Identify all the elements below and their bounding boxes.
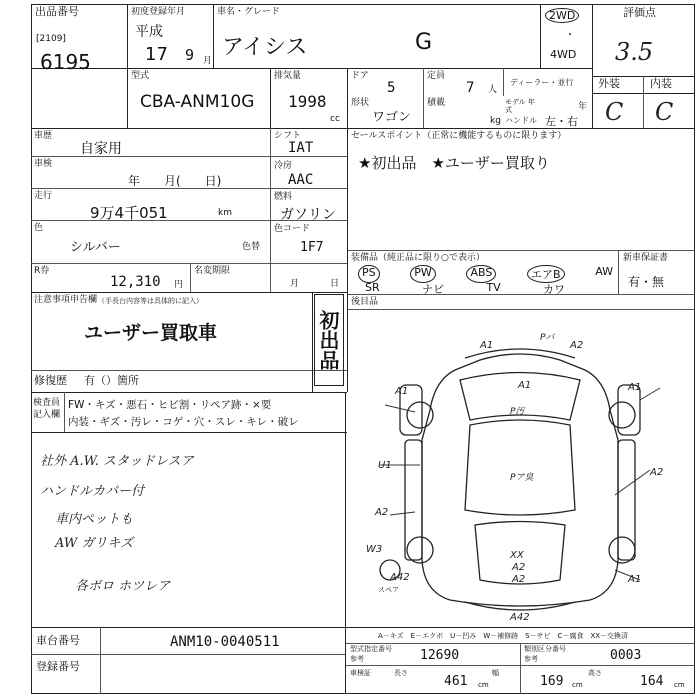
exterior-grade: C — [605, 98, 624, 126]
divider — [345, 392, 346, 627]
car-name-label: 車名・グレード — [217, 7, 281, 17]
width: 169 — [540, 674, 564, 689]
handwritten-note-3: 車内ペットも — [55, 512, 134, 527]
inspector-row-2: 内装・ギズ・汚レ・コゲ・穴・スレ・キレ・破レ — [68, 416, 299, 428]
equipment-label: 装備品（純正品に限り○で表示） — [351, 253, 485, 263]
title-deadline-label: 名変期限 — [194, 266, 231, 276]
cc-unit: cc — [330, 114, 340, 124]
registration-label: 登録番号 — [36, 660, 80, 673]
km-unit: km — [218, 208, 232, 218]
mark-a1-right-rear: A1 — [628, 574, 642, 585]
divider — [345, 627, 346, 694]
year-unit: 年 — [578, 102, 588, 112]
month-unit: 月 — [203, 56, 213, 66]
door-label: ドア — [351, 71, 369, 81]
mark-u1: U1 — [378, 460, 392, 471]
mileage: 9万4千051 — [90, 204, 168, 222]
cm-unit-3: cm — [674, 681, 685, 689]
height: 164 — [640, 674, 664, 689]
cm-unit-1: cm — [478, 681, 489, 689]
mark-a1-right-fender: A1 — [628, 382, 642, 393]
recycle-label: R券 — [34, 266, 50, 276]
inspection: 年 月( 日) — [128, 174, 222, 188]
era: 平成 — [135, 24, 163, 40]
wheel-front-right — [609, 402, 635, 428]
inspector-label: 検査員 記入欄 — [33, 398, 61, 420]
fuel: ガソリン — [280, 207, 336, 223]
divider — [270, 68, 271, 128]
person-unit: 人 — [488, 85, 498, 95]
mark-a2-rear-2: A2 — [512, 574, 526, 585]
handwritten-note-5: 各ボロ ホツレア — [75, 579, 171, 594]
divider — [127, 4, 128, 128]
handle-label: ハンドル — [505, 116, 537, 125]
divider — [592, 4, 593, 128]
deadline-month: 月 — [290, 279, 300, 289]
warranty-value: 有・無 — [628, 275, 665, 289]
type-number: 12690 — [420, 648, 460, 663]
notes-text: ユーザー買取車 — [84, 322, 218, 344]
load-label: 積載 — [427, 98, 446, 108]
body-shape: ワゴン — [372, 110, 412, 125]
chassis-number: ANM10-0040511 — [170, 634, 280, 650]
type-no-ref: 参考 — [350, 655, 364, 663]
notes-label: 注意事項申告欄 — [34, 295, 98, 305]
yen-unit: 円 — [174, 280, 184, 290]
divider — [540, 4, 541, 68]
divider — [347, 68, 348, 292]
handwritten-note-4: AW ガリキズ — [55, 536, 134, 551]
height-label: 高さ — [588, 669, 602, 677]
mark-a1-left-fender: A1 — [395, 386, 409, 397]
recycle-fee: 12,310 — [110, 274, 161, 290]
divider — [520, 643, 521, 694]
mark-xx-rear: XX — [510, 550, 524, 561]
label-p-odor: Pア臭 — [510, 473, 534, 483]
equip-navi: ナビ — [422, 283, 444, 296]
mark-a2-left: A2 — [375, 507, 389, 518]
type-no-label: 型式指定番号 — [350, 645, 392, 653]
lot-number-label: 出品番号 — [35, 5, 79, 18]
kg-unit: kg — [490, 116, 501, 126]
capacity-label: 定員 — [427, 71, 446, 81]
inspection-label: 車検 — [34, 159, 53, 169]
length: 461 — [444, 674, 468, 689]
divider — [31, 68, 592, 69]
handle-value: 左・右 — [545, 115, 578, 128]
divider — [347, 309, 695, 310]
capacity: 7 — [466, 80, 475, 96]
displacement: 1998 — [288, 92, 327, 111]
divider — [31, 627, 695, 628]
mark-w3: W3 — [366, 544, 383, 555]
fuel-label: 燃料 — [274, 192, 293, 202]
registration-year: 17 — [145, 44, 168, 65]
divider — [190, 263, 191, 292]
equipment-row-2 — [365, 281, 565, 297]
history: 自家用 — [80, 141, 122, 157]
exterior-label: 外装 — [598, 77, 620, 90]
score-label: 評価点 — [623, 6, 656, 19]
model: CBA-ANM10G — [140, 92, 255, 112]
label-p-stain: P汚 — [510, 407, 525, 417]
divider — [31, 128, 695, 129]
mark-a42-rear: A42 — [510, 612, 530, 622]
length-label: 長さ — [394, 669, 408, 677]
lot-number: 6195 — [40, 50, 91, 74]
divider — [213, 4, 214, 68]
dimensions-label: 車検証 — [350, 669, 371, 677]
divider — [31, 392, 347, 393]
mark-a2-rear-1: A2 — [512, 562, 526, 573]
color-label: 色 — [34, 223, 44, 233]
damage-legend: A－キズ E－エクボ U－凹み W－補修跡 S－サビ C－腐食 XX－交換済 — [378, 632, 629, 640]
mark-a1-hood: A1 — [518, 380, 532, 391]
aircon-label: 冷房 — [274, 161, 293, 171]
displacement-label: 排気量 — [274, 71, 302, 81]
divider — [270, 128, 271, 292]
grade: G — [415, 30, 433, 55]
new-car-warranty-label: 新車保証書 — [623, 253, 669, 263]
mark-a42-left: A42 — [390, 572, 410, 583]
first-listing-stamp: 初出品 — [314, 294, 344, 386]
chassis-label: 車台番号 — [36, 634, 80, 647]
model-label: 型式 — [131, 71, 150, 81]
divider — [31, 370, 347, 371]
color: シルバー — [70, 240, 121, 255]
divider — [643, 76, 644, 128]
equip-leather: カワ — [542, 283, 565, 296]
divider — [64, 392, 65, 432]
left-side — [405, 440, 422, 560]
repair-label: 修復歴 — [34, 374, 67, 387]
mark-a1-front: A1 — [480, 340, 494, 351]
divider — [31, 156, 347, 157]
inspector-row-1: FW・キズ・悪石・ヒビ割・リペア跡・×要 — [68, 399, 272, 411]
shift-label: シフト — [274, 131, 302, 141]
model-year-label: モデル 年式 — [505, 98, 535, 114]
registration-month: 9 — [185, 46, 195, 64]
equip-sr: SR — [365, 281, 380, 294]
drive-4wd: 4WD — [550, 48, 577, 61]
label-spare: スペア — [378, 586, 399, 594]
interior-grade: C — [655, 98, 674, 126]
divider — [618, 250, 619, 294]
repair-value: 有（ — [84, 374, 106, 387]
color-code: 1F7 — [300, 240, 324, 255]
color-change-label: 色替 — [242, 242, 261, 252]
repair-suffix: ）箇所 — [106, 374, 139, 387]
equip-ps: PS — [358, 265, 380, 283]
aircon: AAC — [288, 172, 314, 188]
width-label: 幅 — [492, 669, 499, 677]
drive-separator: ・ — [565, 30, 575, 41]
doors: 5 — [387, 80, 396, 96]
score: 3.5 — [615, 38, 654, 66]
handwritten-note-1: 社外 A.W. スタッドレスア — [40, 454, 194, 469]
lot-code: [2109] — [36, 34, 66, 44]
body-shape-label: 形状 — [351, 98, 370, 108]
equip-pw: PW — [410, 265, 436, 283]
car-name: アイシス — [222, 35, 308, 60]
history-label: 車歴 — [34, 131, 53, 141]
divider — [423, 68, 424, 128]
notes-sublabel: （手長台内容等は具体的に記入） — [98, 297, 203, 305]
divider — [31, 654, 345, 655]
sales-points-label: セールスポイント（正常に機能するものに限ります） — [351, 131, 567, 141]
first-registration-label: 初度登録年月 — [131, 7, 186, 17]
drive-2wd: 2WD — [545, 8, 579, 23]
deadline-day: 日 — [330, 279, 340, 289]
category-number: 0003 — [610, 648, 642, 663]
equip-tv: TV — [486, 281, 501, 294]
mark-a2-right: A2 — [650, 467, 664, 478]
mark-a2-front: A2 — [570, 340, 584, 351]
dealer-label: ディーラー・並行 — [510, 78, 574, 87]
divider — [347, 250, 695, 251]
divider — [347, 292, 348, 392]
wheel-rear-right — [609, 537, 635, 563]
label-p-ba: Pバ — [540, 333, 555, 343]
rear-seat-label: 後目品 — [351, 297, 379, 307]
shift: IAT — [288, 140, 314, 156]
divider — [31, 432, 347, 433]
mileage-label: 走行 — [34, 191, 53, 201]
equip-aw: AW — [595, 265, 613, 278]
equip-abs: ABS — [466, 265, 496, 283]
divider — [31, 263, 347, 264]
equip-airbag: エアB — [527, 265, 565, 283]
handwritten-note-2: ハンドルカバー付 — [40, 484, 145, 499]
category-ref: 参考 — [524, 655, 538, 663]
car-damage-diagram — [360, 330, 680, 622]
divider — [100, 627, 101, 694]
sales-points: ★初出品 ★ユーザー買取り — [358, 154, 550, 172]
cm-unit-2: cm — [572, 681, 583, 689]
interior-label: 内装 — [650, 77, 672, 90]
category-label: 類別区分番号 — [524, 645, 566, 653]
color-code-label: 色コード — [274, 224, 311, 234]
divider — [503, 68, 504, 96]
car-roof — [465, 420, 575, 515]
divider — [31, 292, 347, 293]
